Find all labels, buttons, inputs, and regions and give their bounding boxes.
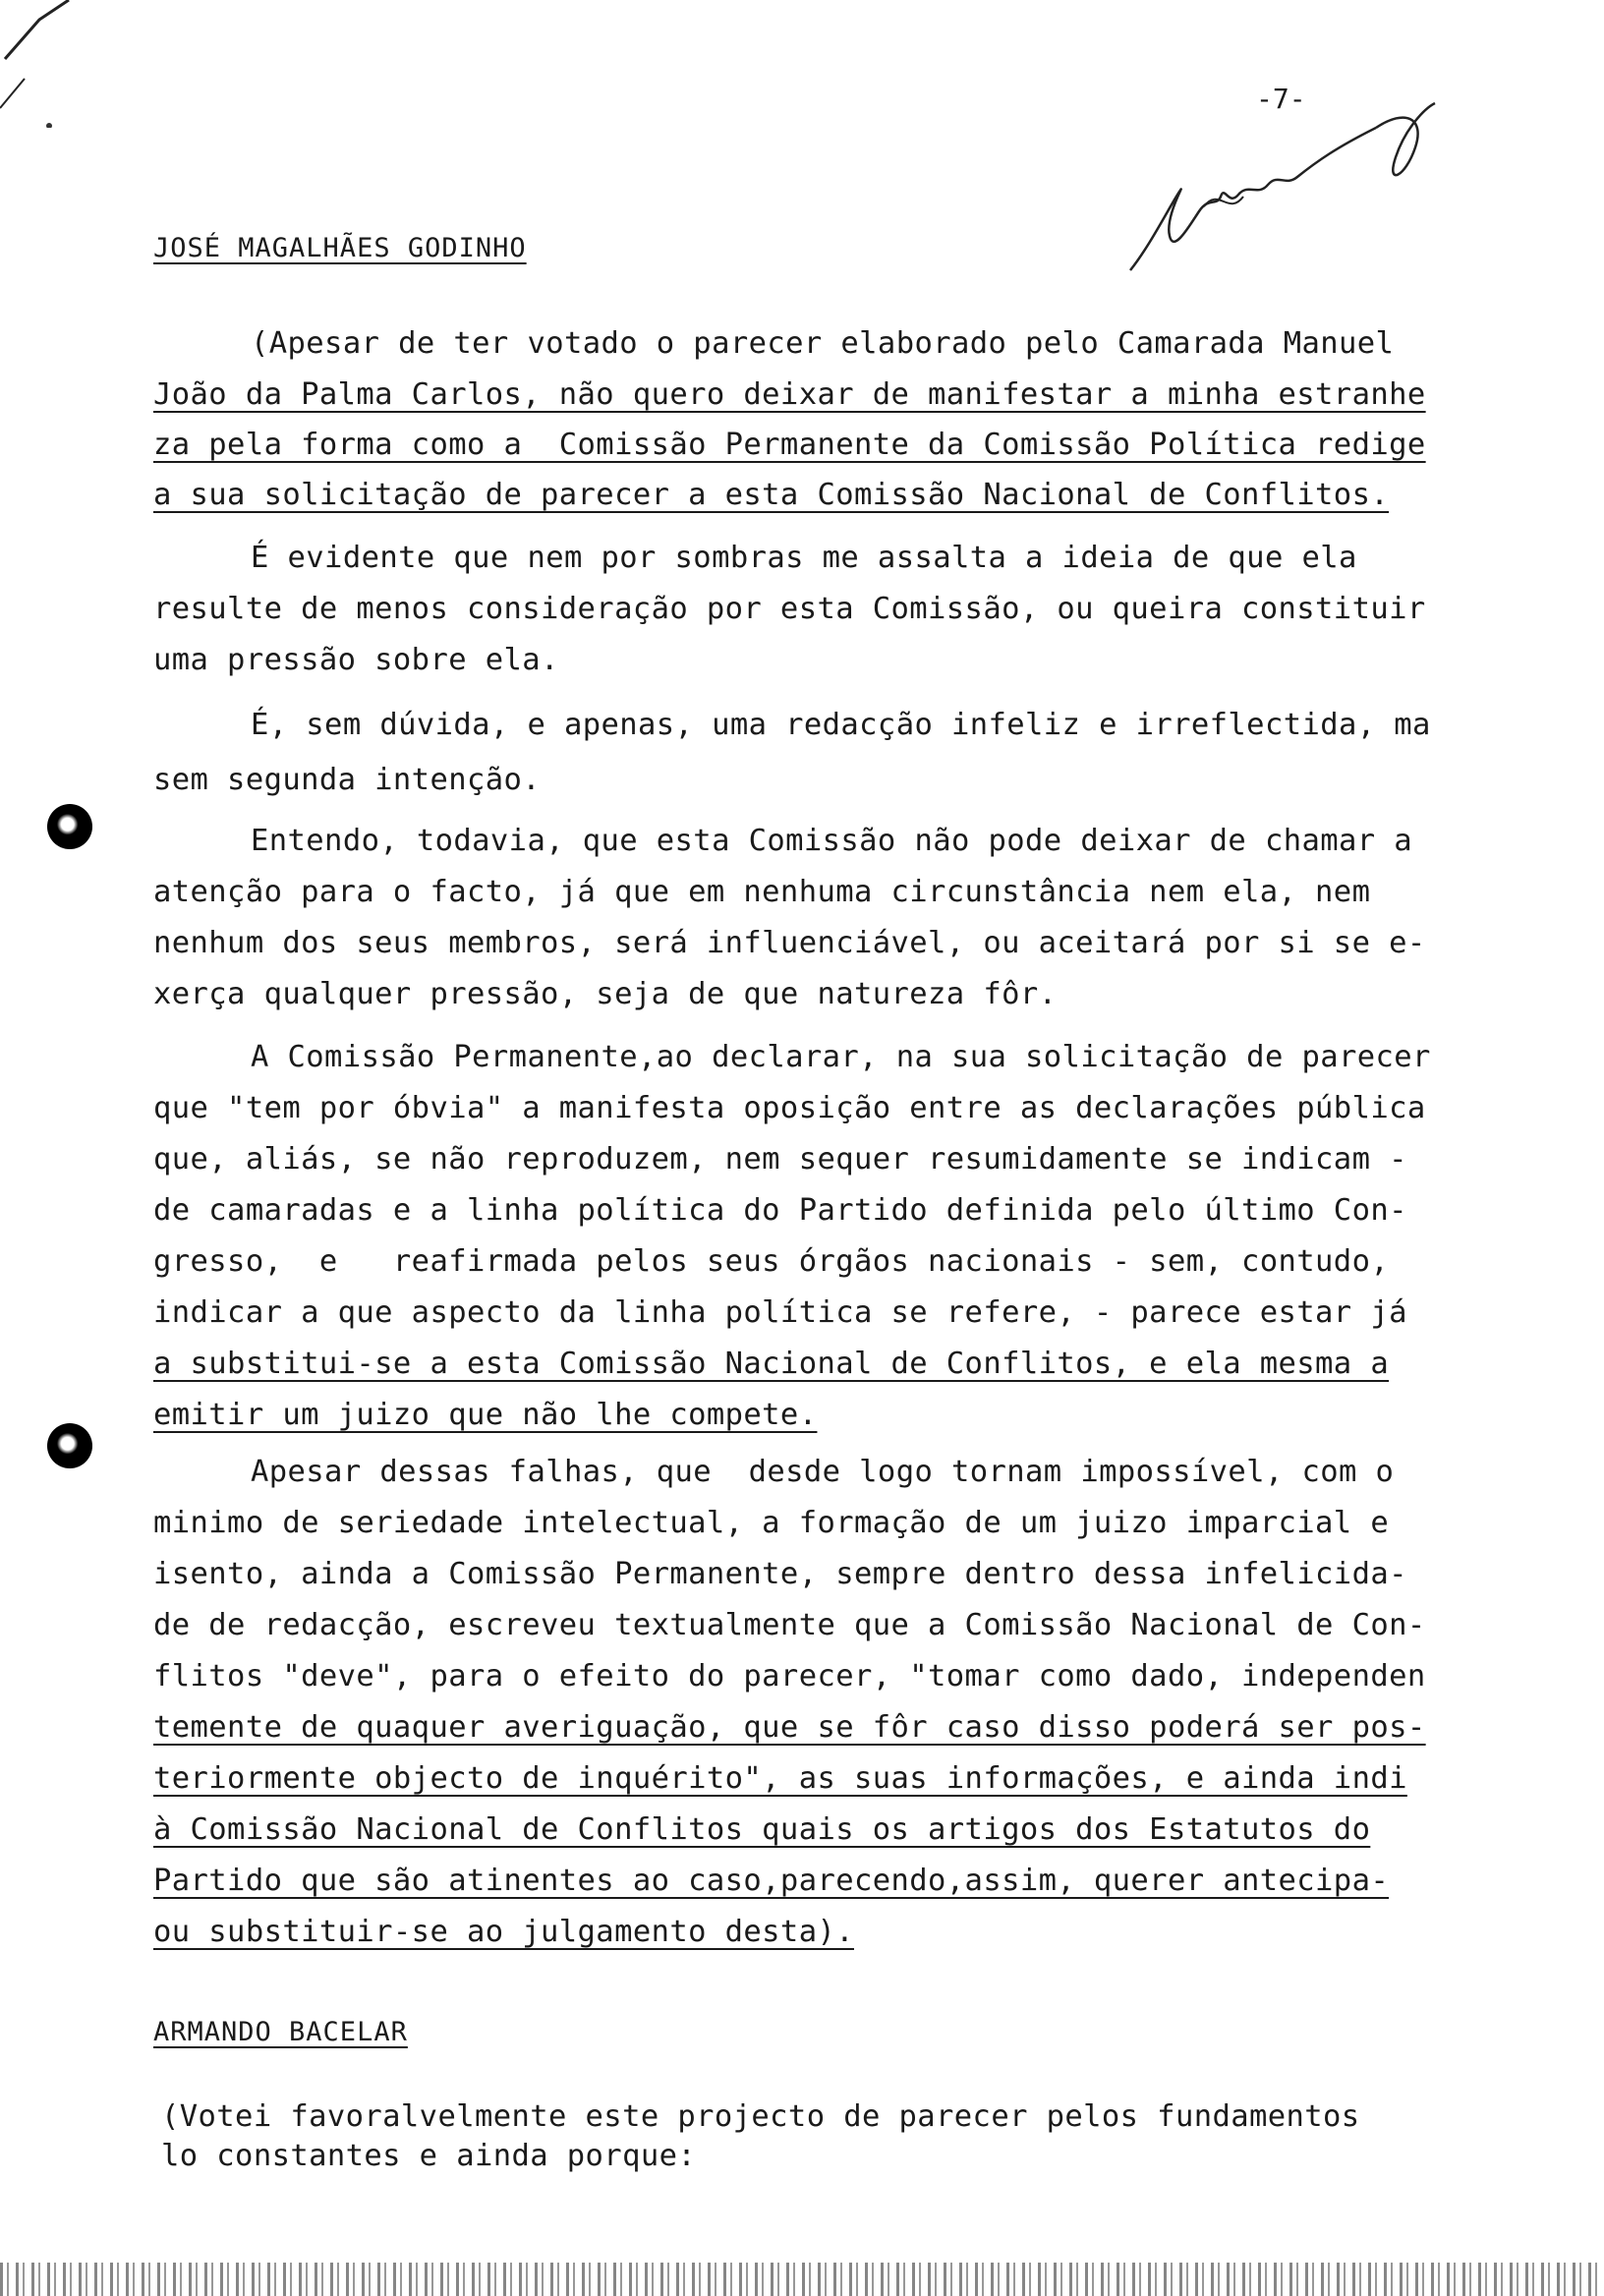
paragraph-line: resulte de menos consideração por esta Comissão, ou queira constituir: [153, 592, 1426, 626]
handwritten-signature: [1111, 98, 1445, 285]
paragraph-line: sem segunda intenção.: [153, 763, 542, 797]
paragraph-line: za pela forma como a Comissão Permanente da Comissão Política redige: [153, 428, 1426, 462]
paragraph-line: A Comissão Permanente,ao declarar, na sua solicitação de parecer: [251, 1040, 1431, 1074]
paragraph-line: nenhum dos seus membros, será influenciável, ou aceitará por si se e-: [153, 926, 1426, 960]
paragraph-line: lo constantes e ainda porque:: [161, 2139, 697, 2173]
paragraph-line: xerça qualquer pressão, seja de que natureza fôr.: [153, 977, 1058, 1011]
paragraph-line: É, sem dúvida, e apenas, uma redacção infeliz e irreflectida, ma: [251, 708, 1431, 742]
paragraph-line: atenção para o facto, já que em nenhuma circunstância nem ela, nem: [153, 875, 1371, 909]
paragraph-line: (Votei favoralvelmente este projecto de parecer pelos fundamentos: [161, 2099, 1360, 2134]
paragraph-line: à Comissão Nacional de Conflitos quais os artigos dos Estatutos do: [153, 1812, 1371, 1847]
page-number: -7-: [1256, 83, 1306, 115]
paragraph-line: (Apesar de ter votado o parecer elaborado pelo Camarada Manuel: [251, 326, 1395, 361]
paragraph-line: João da Palma Carlos, não quero deixar de manifestar a minha estranhe: [153, 377, 1426, 412]
paragraph-line: Partido que são atinentes ao caso,parecendo,assim, querer antecipa-: [153, 1864, 1390, 1898]
paragraph-line: gresso, e reafirmada pelos seus órgãos nacionais - sem, contudo,: [153, 1244, 1390, 1279]
scan-edge-noise: [0, 2263, 1604, 2296]
paragraph-line: que "tem por óbvia" a manifesta oposição entre as declarações pública: [153, 1091, 1426, 1125]
punch-hole: [47, 1423, 92, 1468]
paragraph-line: Apesar dessas falhas, que desde logo tornam impossível, com o: [251, 1455, 1395, 1489]
paragraph-line: de de redacção, escreveu textualmente que a Comissão Nacional de Con-: [153, 1608, 1426, 1642]
paragraph-line: isento, ainda a Comissão Permanente, sempre dentro dessa infelicida-: [153, 1557, 1407, 1591]
paragraph-line: ou substituir-se ao julgamento desta).: [153, 1915, 854, 1949]
paragraph-line: É evidente que nem por sombras me assalta a ideia de que ela: [251, 541, 1357, 575]
punch-hole: [47, 804, 92, 849]
paragraph-line: Entendo, todavia, que esta Comissão não pode deixar de chamar a: [251, 824, 1413, 858]
heading-armando-bacelar: ARMANDO BACELAR: [153, 2017, 408, 2047]
heading-jose-magalhaes-godinho: JOSÉ MAGALHÃES GODINHO: [153, 233, 527, 263]
paragraph-line: a substitui-se a esta Comissão Nacional de Conflitos, e ela mesma a: [153, 1347, 1390, 1381]
paragraph-line: indicar a que aspecto da linha política se refere, - parece estar já: [153, 1295, 1407, 1330]
scan-corner-mark: [0, 0, 118, 128]
paragraph-line: uma pressão sobre ela.: [153, 643, 559, 677]
paragraph-line: temente de quaquer averiguação, que se fôr caso disso poderá ser pos-: [153, 1710, 1426, 1745]
paragraph-line: minimo de seriedade intelectual, a formação de um juizo imparcial e: [153, 1506, 1390, 1540]
paragraph-line: de camaradas e a linha política do Partido definida pelo último Con-: [153, 1193, 1407, 1228]
paragraph-line: a sua solicitação de parecer a esta Comissão Nacional de Conflitos.: [153, 478, 1390, 512]
paragraph-line: que, aliás, se não reproduzem, nem sequer resumidamente se indicam -: [153, 1142, 1407, 1177]
paragraph-line: teriormente objecto de inquérito", as suas informações, e ainda indi: [153, 1761, 1407, 1796]
paragraph-line: emitir um juizo que não lhe compete.: [153, 1398, 818, 1432]
paragraph-line: flitos "deve", para o efeito do parecer, "tomar como dado, independen: [153, 1659, 1426, 1693]
